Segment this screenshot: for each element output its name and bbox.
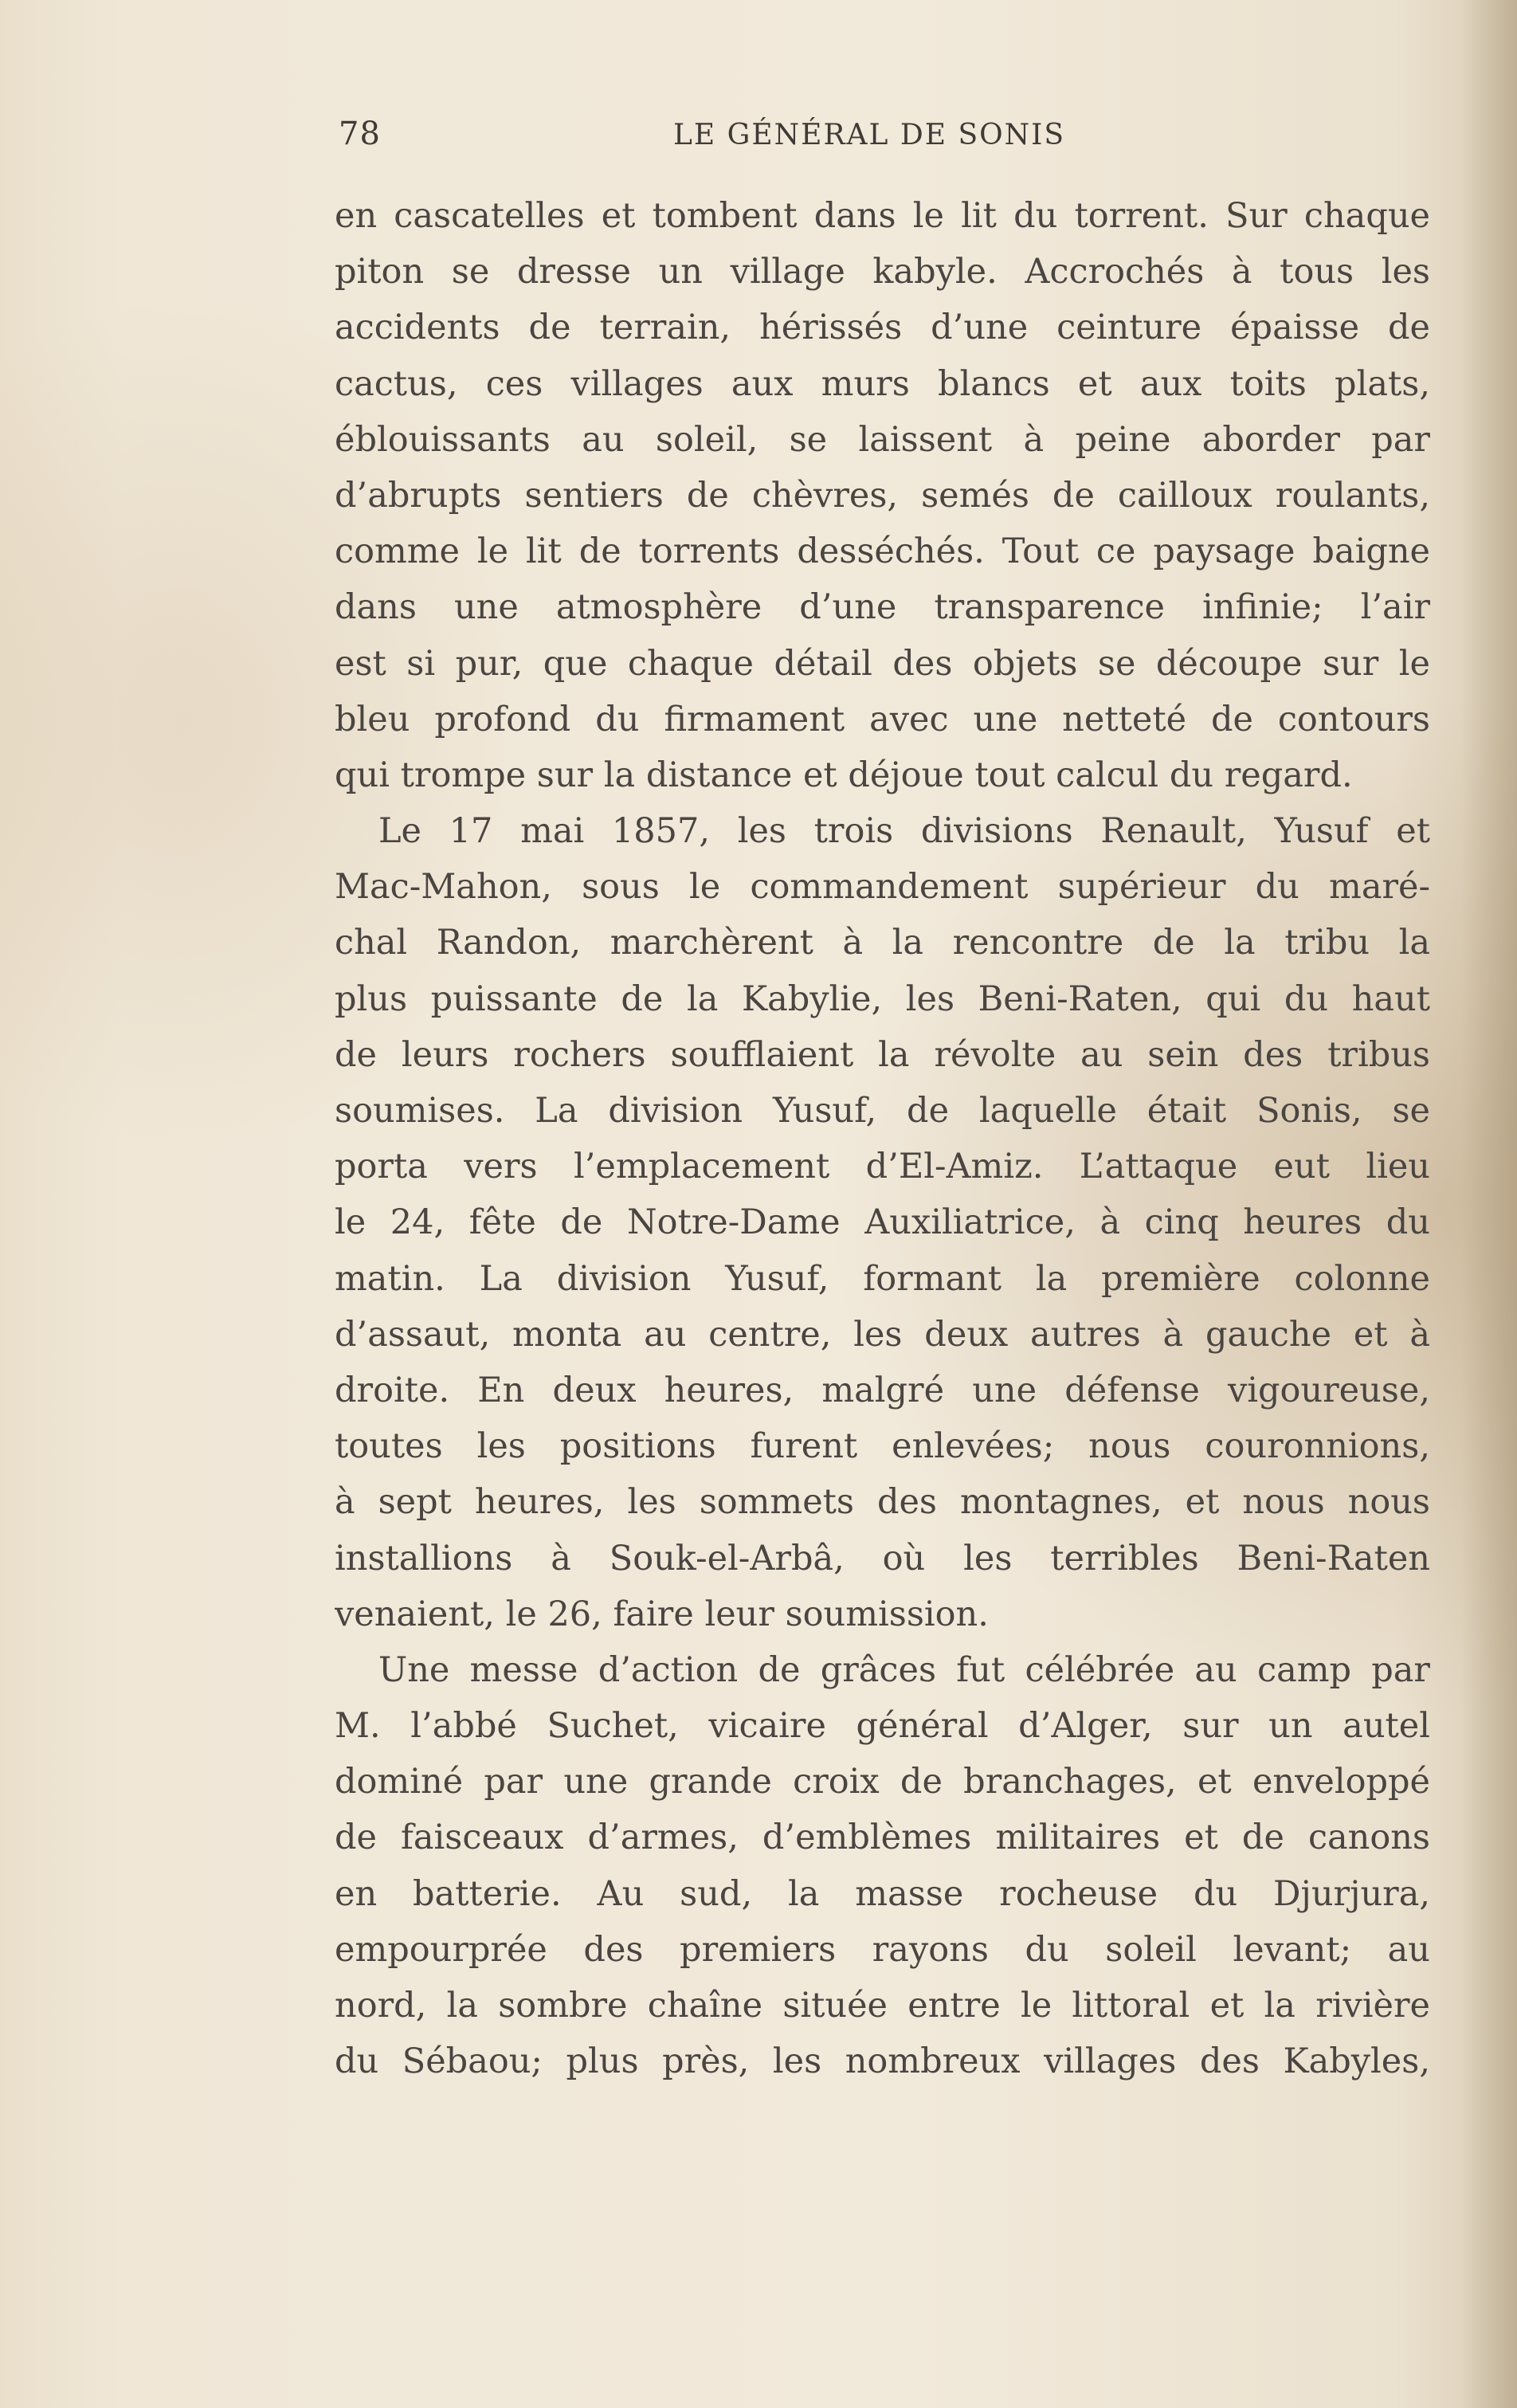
- text-line: M. l’abbé Suchet, vicaire général d’Alger, sur un autel: [335, 1706, 1430, 1747]
- text-line: installions à Souk-el-Arbâ, où les terribles Beni-Raten: [335, 1538, 1430, 1579]
- running-title: LE GÉNÉRAL DE SONIS: [673, 119, 1066, 151]
- text-line: dominé par une grande croix de branchages, et enveloppé: [335, 1762, 1430, 1802]
- text-line: éblouissants au soleil, se laissent à peine aborder par: [335, 419, 1430, 460]
- text-line: dans une atmosphère d’une transparence infinie; l’air: [335, 587, 1430, 628]
- text-line: le 24, fête de Notre-Dame Auxiliatrice, à cinq heures du: [335, 1202, 1430, 1243]
- page-edge-shadow: [1461, 0, 1517, 2408]
- text-line: en batterie. Au sud, la masse rocheuse du Djurjura,: [335, 1873, 1430, 1914]
- text-line: chal Randon, marchèrent à la rencontre de la tribu la: [335, 923, 1430, 963]
- text-line: qui trompe sur la distance et déjoue tout calcul du regard.: [335, 755, 1353, 795]
- text-line: du Sébaou; plus près, les nombreux villages des Kabyles,: [335, 2041, 1430, 2082]
- text-line: d’abrupts sentiers de chèvres, semés de cailloux roulants,: [335, 475, 1430, 516]
- text-line: droite. En deux heures, malgré une défense vigoureuse,: [335, 1370, 1430, 1410]
- text-line: Mac-Mahon, sous le commandement supérieur du maré-: [335, 867, 1430, 908]
- text-line: toutes les positions furent enlevées; nous couronnions,: [335, 1426, 1430, 1467]
- text-line: Une messe d’action de grâces fut célébrée au camp par: [378, 1649, 1430, 1690]
- text-line: porta vers l’emplacement d’El-Amiz. L’attaque eut lieu: [335, 1147, 1430, 1187]
- body-text: [335, 188, 1430, 2089]
- page-header: [339, 116, 1430, 163]
- text-line: soumises. La division Yusuf, de laquelle était Sonis, se: [335, 1091, 1430, 1131]
- text-line: de faisceaux d’armes, d’emblèmes militaires et de canons: [335, 1818, 1430, 1858]
- text-line: venaient, le 26, faire leur soumission.: [335, 1594, 989, 1634]
- text-line: comme le lit de torrents desséchés. Tout ce paysage baigne: [335, 531, 1430, 572]
- text-line: nord, la sombre chaîne située entre le littoral et la rivière: [335, 1986, 1430, 2026]
- text-line: piton se dresse un village kabyle. Accrochés à tous les: [335, 252, 1430, 292]
- text-line: Le 17 mai 1857, les trois divisions Renault, Yusuf et: [378, 811, 1430, 852]
- text-line: empourprée des premiers rayons du soleil levant; au: [335, 1929, 1430, 1970]
- text-line: de leurs rochers soufflaient la révolte au sein des tribus: [335, 1034, 1430, 1075]
- text-line: matin. La division Yusuf, formant la première colonne: [335, 1258, 1430, 1299]
- text-line: cactus, ces villages aux murs blancs et aux toits plats,: [335, 363, 1430, 404]
- text-line: à sept heures, les sommets des montagnes, et nous nous: [335, 1482, 1430, 1523]
- text-line: accidents de terrain, hérissés d’une ceinture épaisse de: [335, 308, 1430, 348]
- text-line: est si pur, que chaque détail des objets se découpe sur le: [335, 643, 1430, 684]
- text-line: bleu profond du firmament avec une netteté de contours: [335, 699, 1430, 739]
- text-line: d’assaut, monta au centre, les deux autres à gauche et à: [335, 1314, 1430, 1355]
- page-number: 78: [339, 116, 381, 152]
- text-line: en cascatelles et tombent dans le lit du torrent. Sur chaque: [335, 196, 1430, 236]
- text-line: plus puissante de la Kabylie, les Beni-Raten, qui du haut: [335, 978, 1430, 1019]
